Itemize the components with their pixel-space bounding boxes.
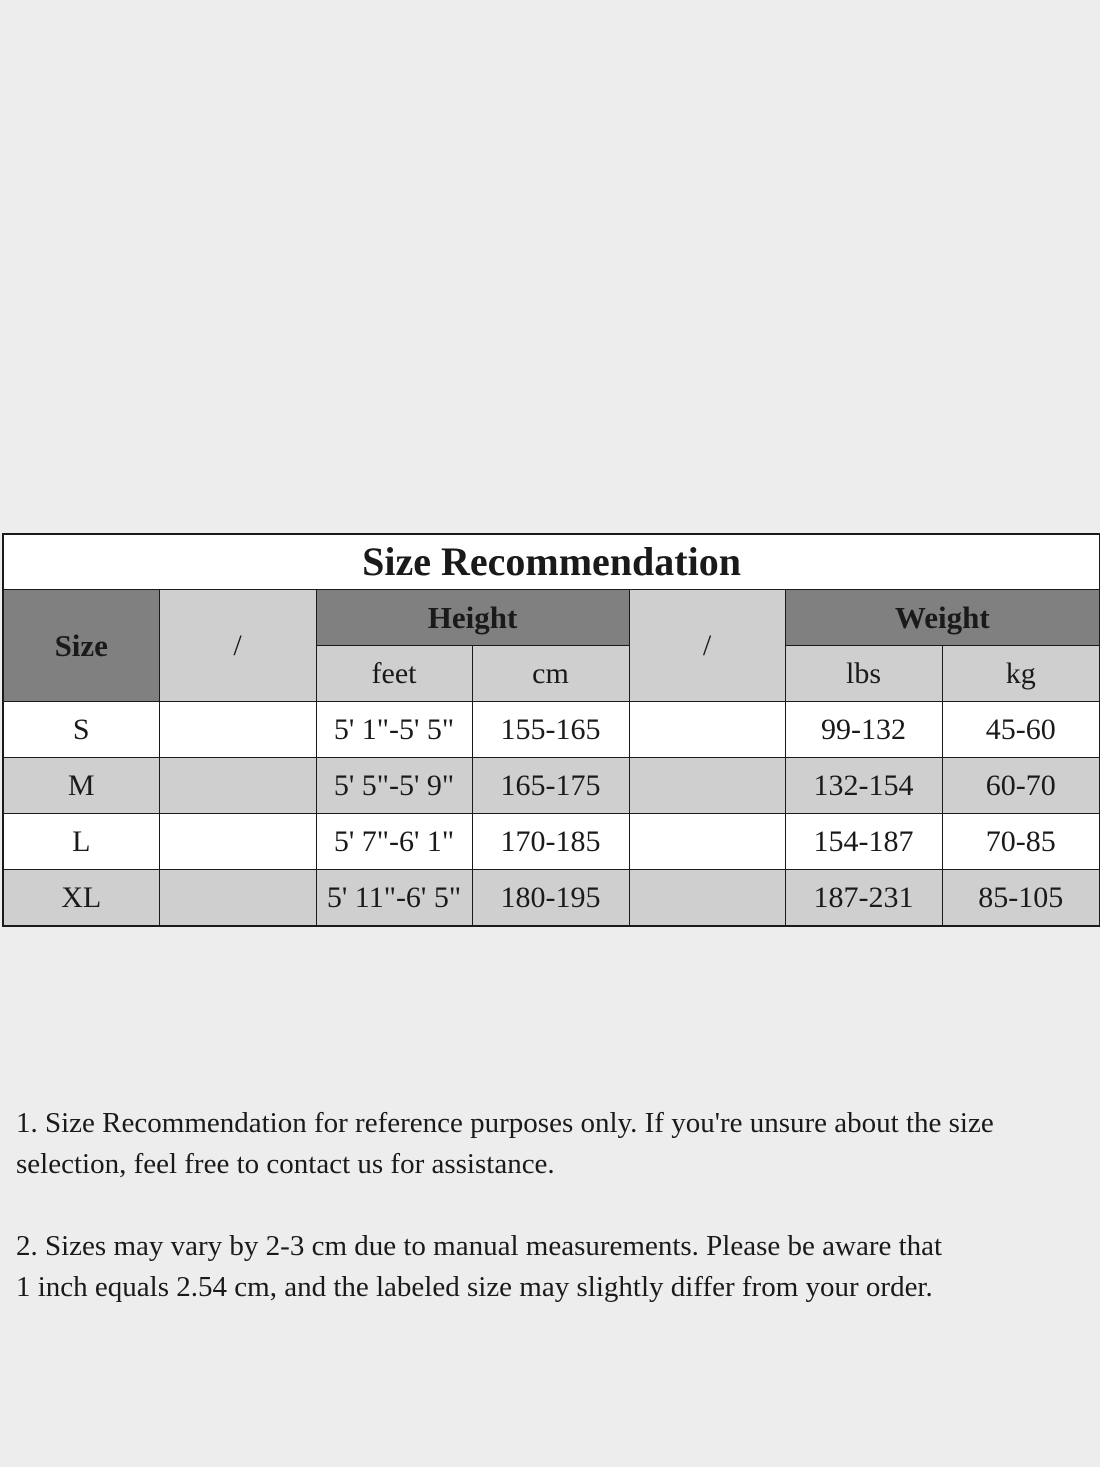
cell-cm: 155-165 — [472, 702, 629, 758]
cell-lbs: 99-132 — [785, 702, 942, 758]
cell-feet: 5' 7"-6' 1" — [316, 814, 472, 870]
cell-kg: 45-60 — [942, 702, 1100, 758]
cell-cm: 170-185 — [472, 814, 629, 870]
cell-feet: 5' 11"-6' 5" — [316, 870, 472, 927]
cell-kg: 85-105 — [942, 870, 1100, 927]
cell-size: M — [3, 758, 159, 814]
cell-lbs: 132-154 — [785, 758, 942, 814]
cell-cm: 180-195 — [472, 870, 629, 927]
header-height: Height — [316, 590, 629, 646]
table-row — [3, 870, 1100, 927]
cell-cm: 165-175 — [472, 758, 629, 814]
header-feet: feet — [316, 646, 472, 702]
cell-empty — [629, 758, 785, 814]
note-measurement: 2. Sizes may vary by 2-3 cm due to manual measurements. Please be aware that 1 inch equals 2.54 cm, and the labeled size may slightly differ from your order. — [16, 1230, 943, 1303]
cell-kg: 60-70 — [942, 758, 1100, 814]
cell-lbs: 154-187 — [785, 814, 942, 870]
table-title: Size Recommendation — [3, 534, 1100, 590]
header-slash-1: / — [159, 590, 316, 702]
notes-section — [16, 1103, 1086, 1349]
cell-kg: 70-85 — [942, 814, 1100, 870]
cell-feet: 5' 1"-5' 5" — [316, 702, 472, 758]
header-size: Size — [3, 590, 159, 702]
header-weight: Weight — [785, 590, 1100, 646]
cell-empty — [159, 758, 316, 814]
table-row — [3, 702, 1100, 758]
cell-lbs: 187-231 — [785, 870, 942, 927]
cell-size: L — [3, 814, 159, 870]
cell-empty — [159, 814, 316, 870]
note-reference: 1. Size Recommendation for reference purposes only. If you're unsure about the size selection, feel free to contact us for assistance. — [16, 1107, 994, 1180]
cell-empty — [159, 702, 316, 758]
header-slash-2: / — [629, 590, 785, 702]
cell-empty — [629, 702, 785, 758]
header-cm: cm — [472, 646, 629, 702]
header-lbs: lbs — [785, 646, 942, 702]
cell-size: XL — [3, 870, 159, 927]
cell-feet: 5' 5"-5' 9" — [316, 758, 472, 814]
header-kg: kg — [942, 646, 1100, 702]
cell-size: S — [3, 702, 159, 758]
cell-empty — [629, 870, 785, 927]
cell-empty — [629, 814, 785, 870]
table-row — [3, 814, 1100, 870]
table-row — [3, 758, 1100, 814]
size-recommendation-table — [2, 533, 1100, 927]
cell-empty — [159, 870, 316, 927]
